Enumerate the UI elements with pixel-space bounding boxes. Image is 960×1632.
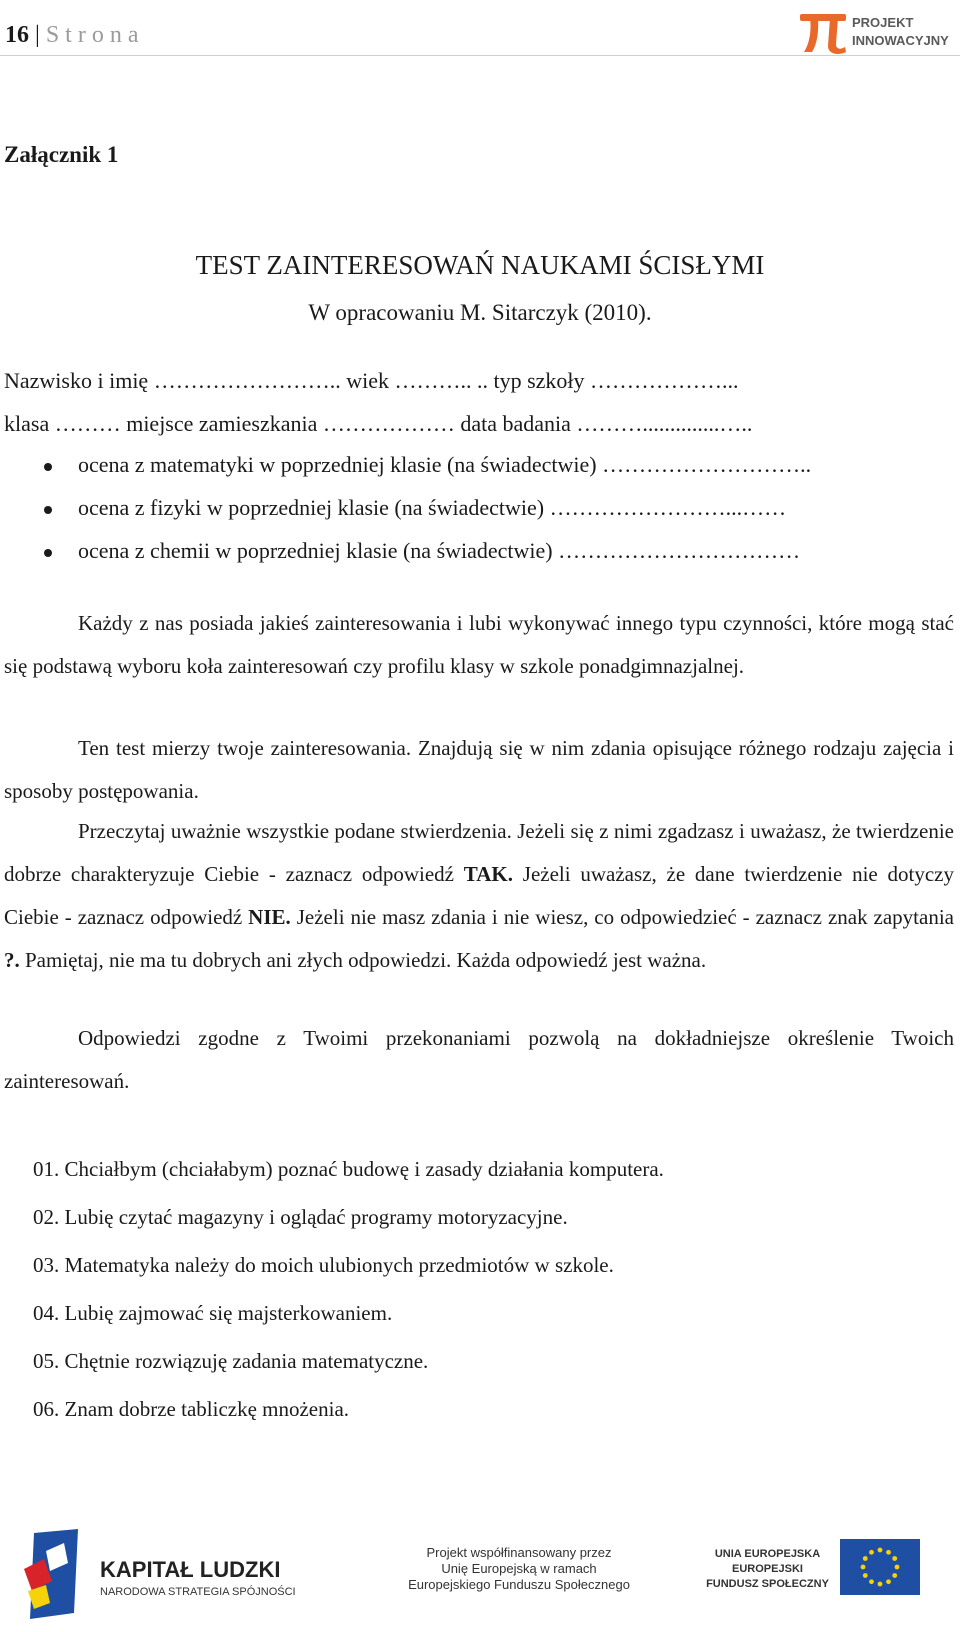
answer-unsure: ?. [4,948,20,972]
bullet-icon [44,463,52,471]
projekt-innowacyjny-logo [800,6,960,56]
document-title: TEST ZAINTERESOWAŃ NAUKAMI ŚCISŁYMI [195,250,765,280]
eu-star-icon [878,1548,883,1553]
eu-star-icon [895,1565,900,1570]
page-number-value: 16 [5,22,29,48]
eu-star-icon [892,1556,897,1561]
question-item: 01. Chciałbym (chciałabym) poznać budowę i zasady działania komputera. [33,1157,664,1181]
instructions-paragraph-2: Ten test mierzy twoje zainteresowania. Znajdują się w nim zdania opisujące różnego rodzaju zajęcia i sposoby postępowania. [4,736,954,803]
grade-chemistry-line: ocena z chemii w poprzedniej klasie (na świadectwie) …………………………… [78,538,801,563]
question-item: 02. Lubię czytać magazyny i oglądać programy motoryzacyjne. [33,1205,568,1229]
bullet-icon [44,549,52,557]
document-subtitle: W opracowaniu M. Sitarczyk (2010). [308,300,652,325]
question-item: 06. Znam dobrze tabliczkę mnożenia. [33,1397,350,1421]
instructions-paragraph-4: Odpowiedzi zgodne z Twoimi przekonaniami pozwolą na dokładniejsze określenie Twoich zainteresowań. [4,1026,954,1093]
attachment-label: Załącznik 1 [4,142,119,167]
eu-star-icon [869,1550,874,1555]
footer-logos [0,1525,960,1632]
logo-line1: PROJEKT [852,15,914,30]
form-line-class-place-date: klasa ……… miejsce zamieszkania ……………… data badania ………..............….. [4,411,753,436]
eu-star-icon [863,1573,868,1578]
answer-no: NIE. [248,905,291,929]
page-separator: | [35,22,40,48]
eu-flag-icon [840,1539,920,1595]
kapital-ludzki-title: KAPITAŁ LUDZKI [100,1557,281,1582]
page-number [5,22,144,49]
form-line-name-age-school: Nazwisko i imię …………………….. wiek ……….. .. typ szkoły ………………... [4,368,739,393]
instructions-paragraph-1: Każdy z nas posiada jakieś zainteresowania i lubi wykonywać innego typu czynności, które mogą stać się podstawą wyboru koła zainteresowań czy profilu klasy w szkole ponadgimnazjalnej. [4,611,954,678]
instructions-paragraph-3: Przeczytaj uważnie wszystkie podane stwierdzenia. Jeżeli się z nimi zgadzasz i uważasz, że twierdzenie dobrze charakteryzuje Ciebie - zaznacz odpowiedź TAK. Jeżeli uważasz, że dane twierdzenie nie dotyczy Ciebie - zaznacz odpowiedź NIE. Jeżeli nie masz zdania i nie wiesz, co odpowiedzieć - zaznacz znak zapytania ?. Pamiętaj, nie ma tu dobrych ani złych odpowiedzi. Każda odpowiedź jest ważna. [4,819,954,972]
eu-label: UNIA EUROPEJSKA EUROPEJSKI FUNDUSZ SPOŁECZNY [706,1548,829,1590]
question-item: 03. Matematyka należy do moich ulubionych przedmiotów w szkole. [33,1253,614,1277]
eu-star-icon [863,1556,868,1561]
eu-star-icon [869,1579,874,1584]
pi-symbol-icon [800,14,846,54]
page-word: Strona [45,22,145,48]
kapital-ludzki-subtitle: NARODOWA STRATEGIA SPÓJNOŚCI [100,1586,296,1598]
answer-yes: TAK. [463,862,513,886]
question-item: 04. Lubię zajmować się majsterkowaniem. [33,1301,393,1325]
eu-star-icon [886,1579,891,1584]
bullet-icon [44,506,52,514]
kapital-ludzki-emblem [24,1529,84,1621]
eu-star-icon [886,1550,891,1555]
eu-star-icon [861,1565,866,1570]
question-item: 05. Chętnie rozwiązuję zadania matematyczne. [33,1349,429,1373]
grade-physics-line: ocena z fizyki w poprzedniej klasie (na świadectwie) ……………………...…… [78,495,787,520]
cofinancing-note: Projekt współfinansowany przez Unię Europejską w ramach Europejskiego Funduszu Społecznego [408,1545,630,1592]
header-divider [0,55,960,56]
logo-line2: INNOWACYJNY [852,33,949,48]
eu-star-icon [892,1573,897,1578]
grade-math-line: ocena z matematyki w poprzedniej klasie (na świadectwie) ……………………….. [78,452,812,477]
eu-star-icon [878,1582,883,1587]
